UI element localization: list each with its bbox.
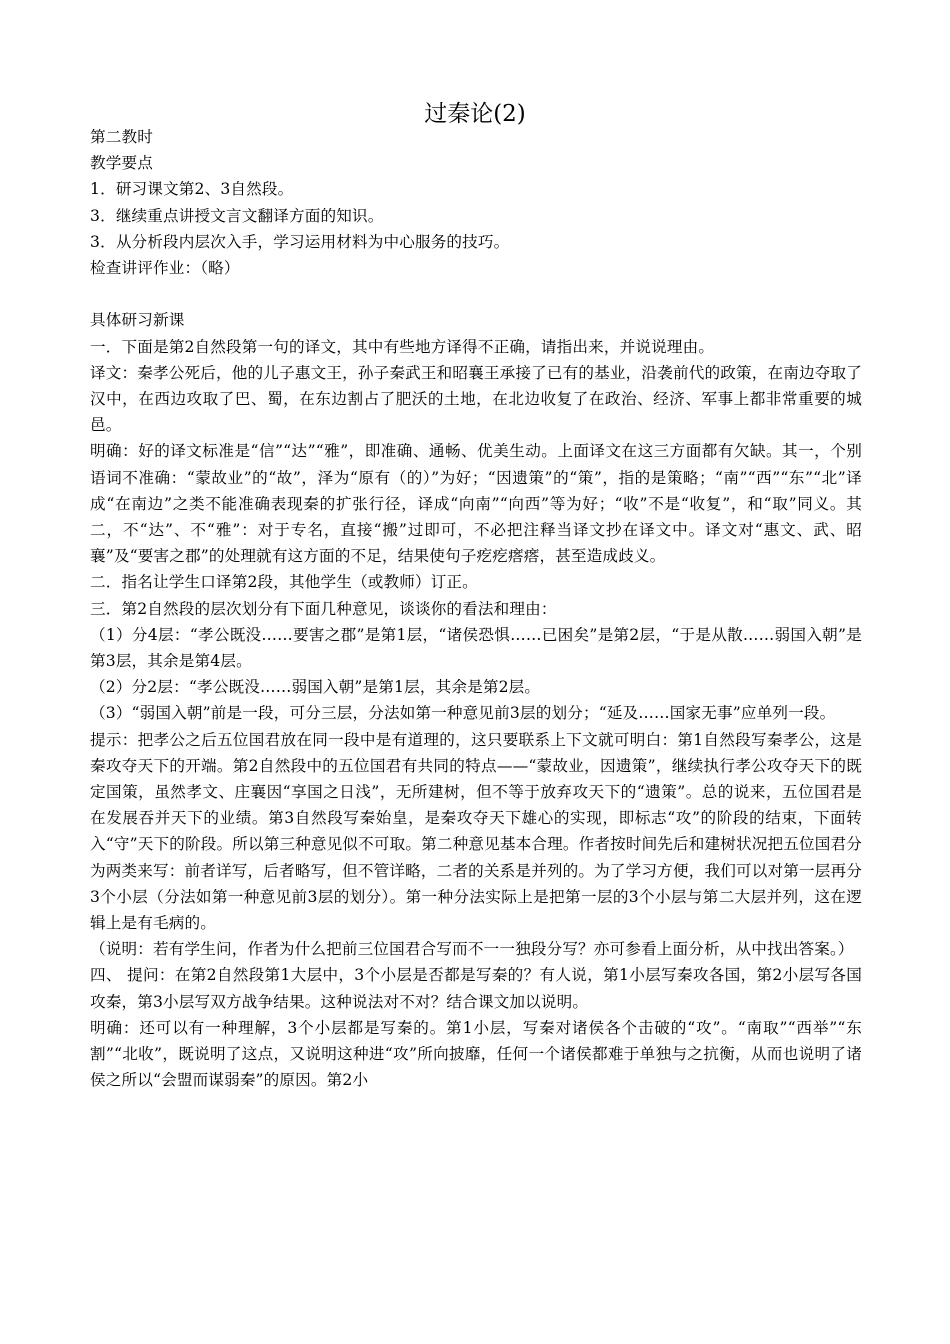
paragraph-point-3: 3．从分析段内层次入手，学习运用材料为中心服务的技巧。 [90,232,510,251]
paragraph-opinion-3: （3）“弱国入朝”前是一段，可分三层，分法如第一种意见前3层的划分；“延及……国家无事”应单列一段。 [90,704,836,723]
paragraph-opinion-1: （1）分4层：“孝公既没……要害之郡”是第1层，“诸侯恐惧……已困矣”是第2层，“于是从散……弱国入朝”是第3层，其余是第4层。 [90,625,862,671]
paragraph-new-lesson-heading: 具体研习新课 [90,311,185,330]
document-body [90,124,862,1094]
paragraph-hint: 提示：把孝公之后五位国君放在同一段中是有道理的，这只要联系上下文就可明白：第1自然段写秦孝公，这是秦攻夺天下的开端。第2自然段中的五位国君有共同的特点——“蒙故业，因遗策”，继续执行孝公攻夺天下的既定国策，虽然孝文、庄襄因“享国之日浅”，无所建树，但不等于放弃攻天下的“遗策”。总的说来，五位国君是在发展吞并天下的业绩。第3自然段写秦始皇，是秦攻夺天下雄心的实现，即标志“攻”的阶段的结束，下面转入“守”天下的阶段。所以第三种意见似不可取。第二种意见基本合理。作者按时间先后和建树状况把五位国君分为两类来写：前者详写，后者略写，但不管详略，二者的关系是并列的。为了学习方便，我们可以对第一层再分3个小层（分法如第一种意见前3层的划分）。第一种分法实际上是把第一层的3个小层与第二大层并列，这在逻辑上是有毛病的。 [90,730,862,933]
paragraph-clarification-1: 明确：好的译文标准是“信”“达”“雅”，即准确、通畅、优美生动。上面译文在这三方面都有欠缺。其一，个别语词不准确：“蒙故业”的“故”，泽为“原有（的）”为好；“因遗策”的“策”，指的是策略；“南”“西”“东”“北”译成“在南边”之类不能准确表现秦的扩张行径，译成“向南”“向西”等为好；“收”不是“收复”，和“取”同义。其二，不“达”、不“雅”：对于专名，直接“搬”过即可，不必把注释当译文抄在译文中。译文对“惠文、武、昭襄”及“要害之郡”的处理就有这方面的不足，结果使句子疙疙瘩瘩，甚至造成歧义。 [90,442,862,566]
paragraph-translation: 译文：秦孝公死后，他的儿子惠文王，孙子秦武王和昭襄王承接了已有的基业，沿袭前代的政策，在南边夺取了汉中，在西边攻取了巴、蜀，在东边割占了肥沃的土地，在北边收复了在政治、经济、军事上都非常重要的城邑。 [90,363,862,435]
paragraph-point-2: 3．继续重点讲授文言文翻译方面的知识。 [90,206,384,225]
paragraph-lesson-period: 第二教时 [90,128,153,146]
paragraph-note: （说明：若有学生问，作者为什么把前三位国君合写而不一一独段分写？亦可参看上面分析，从中找出答案。） [90,940,854,959]
paragraph-opinion-2: （2）分2层：“孝公既没……弱国入朝”是第1层，其余是第2层。 [90,678,541,697]
paragraph-question-4: 四、 提问：在第2自然段第1大层中，3个小层是否都是写秦的？有人说，第1小层写秦攻各国，第2小层写各国攻秦，第3小层写双方战争结果。这种说法对不对？结合课文加以说明。 [90,966,862,1011]
paragraph-point-1: 1．研习课文第2、3自然段。 [90,180,294,199]
paragraph-clarification-2: 明确：还可以有一种理解，3个小层都是写秦的。第1小层，写秦对诸侯各个击破的“攻”。“南取”“西举”“东割”“北收”，既说明了这点，又说明这种进“攻”所向披靡，任何一个诸侯都难于单独与之抗衡，从而也说明了诸侯之所以“会盟而谋弱秦”的原因。第2小 [90,1018,862,1090]
document-title: 过秦论(2) [424,101,526,127]
paragraph-question-3: 三．第2自然段的层次划分有下面几种意见，谈谈你的看法和理由： [90,599,557,618]
paragraph-teaching-points-heading: 教学要点 [90,154,153,173]
paragraph-question-2: 二．指名让学生口译第2段，其他学生（或教师）订正。 [90,573,478,592]
paragraph-blank [90,281,862,307]
paragraph-homework-review: 检查讲评作业：（略） [90,259,240,278]
paragraph-question-1: 一．下面是第2自然段第一句的译文，其中有些地方译得不正确，请指出来，并说说理由。 [90,337,715,356]
